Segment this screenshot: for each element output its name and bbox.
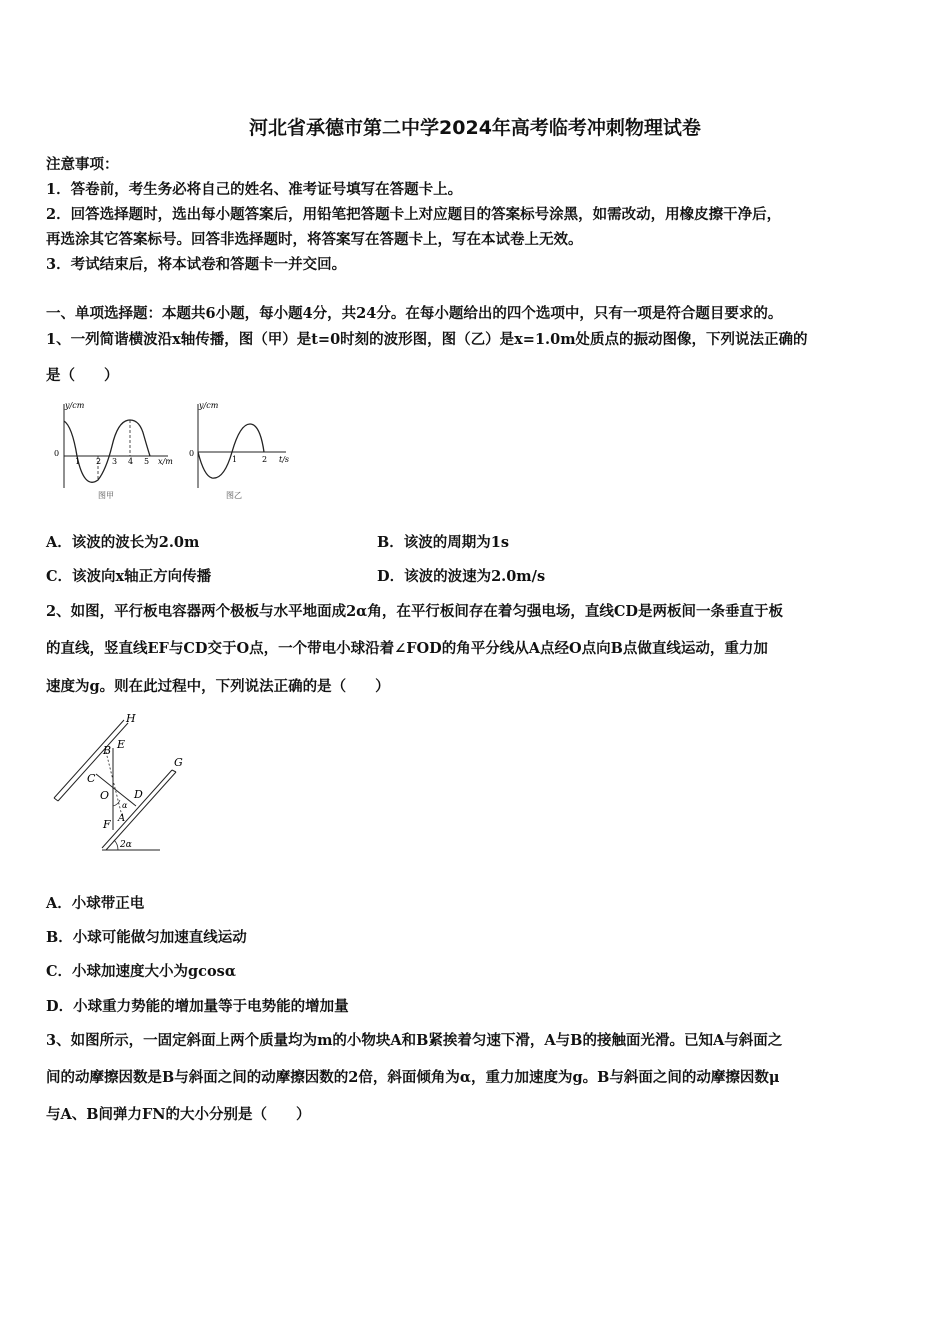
fig-b-tick-2: 2 <box>262 455 268 464</box>
notice-heading: 注意事项： <box>46 156 119 173</box>
fig-b-origin: 0 <box>189 449 195 458</box>
capacitor-plate-upper-edge-2 <box>58 723 128 801</box>
section-heading: 一、单项选择题：本题共6小题，每小题4分，共24分。在每小题给出的四个选项中，只有一项是符合题目要求的。 <box>46 305 783 322</box>
notice-line-1: 1．答卷前，考生务必将自己的姓名、准考证号填写在答题卡上。 <box>46 181 463 198</box>
capacitor-plate-lower-end <box>172 770 176 772</box>
ground-angle-arc <box>114 840 118 850</box>
q3-stem-line-1: 3、如图所示，一固定斜面上两个质量均为m的小物块A和B紧挨着匀速下滑，A与B的接触面光滑。已知A与斜面之 <box>46 1032 783 1049</box>
q2-option-d[interactable]: D．小球重力势能的增加量等于电势能的增加量 <box>46 998 349 1015</box>
label-d: D <box>134 788 143 801</box>
q1-option-d[interactable]: D．该波的波速为2.0m/s <box>377 568 546 585</box>
q1-figure-wave <box>48 396 188 504</box>
q2-option-b[interactable]: B．小球可能做匀加速直线运动 <box>46 929 247 946</box>
label-o: O <box>100 789 110 802</box>
q3-stem-line-2: 间的动摩擦因数是B与斜面之间的动摩擦因数的2倍，斜面倾角为α，重力加速度为g。B与斜面之间的动摩擦因数μ <box>46 1069 780 1086</box>
label-a: A <box>118 813 126 824</box>
fig-a-tick-3: 3 <box>112 457 118 466</box>
q1-stem-line-1: 1、一列简谐横波沿x轴传播，图（甲）是t=0时刻的波形图，图（乙）是x=1.0m处质点的振动图像，下列说法正确的 <box>46 331 808 348</box>
notice-line-3: 再选涂其它答案标号。回答非选择题时，将答案写在答题卡上，写在本试卷上无效。 <box>46 231 583 248</box>
label-g: G <box>174 756 183 769</box>
label-h: H <box>126 712 136 725</box>
q2-option-a[interactable]: A．小球带正电 <box>46 895 145 912</box>
label-f: F <box>103 818 111 831</box>
q3-stem-line-3: 与A、B间弹力FN的大小分别是（ ） <box>46 1106 311 1123</box>
notice-line-4: 3．考试结束后，将本试卷和答题卡一并交回。 <box>46 256 347 273</box>
fig-a-tick-2: 2 <box>96 457 102 466</box>
notice-line-2: 2．回答选择题时，选出每小题答案后，用铅笔把答题卡上对应题目的答案标号涂黑，如需改动，用橡皮擦干净后， <box>46 206 782 223</box>
fig-b-x-label: t/s <box>279 455 290 464</box>
fig-b-caption: 图乙 <box>226 491 242 500</box>
fig-b-y-label: y/cm <box>199 401 219 410</box>
fig-b-tick-1: 1 <box>232 455 238 464</box>
q2-figure-capacitor <box>44 708 194 856</box>
q1-option-b[interactable]: B．该波的周期为1s <box>377 534 510 551</box>
q1-option-c[interactable]: C．该波向x轴正方向传播 <box>46 568 212 585</box>
q2-stem-line-3: 速度为g。则在此过程中，下列说法正确的是（ ） <box>46 678 390 695</box>
label-b: B <box>103 744 112 757</box>
fig-a-x-label: x/m <box>158 457 173 466</box>
fig-b-curve <box>198 424 264 478</box>
q2-stem-line-2: 的直线，竖直线EF与CD交于O点，一个带电小球沿着∠FOD的角平分线从A点经O点向B点做直线运动，重力加 <box>46 640 768 657</box>
capacitor-plate-upper-end <box>54 798 58 801</box>
label-alpha: α <box>122 801 128 810</box>
capacitor-plate-lower-edge-2 <box>106 772 176 850</box>
fig-a-tick-5: 5 <box>144 457 150 466</box>
q2-stem-line-1: 2、如图，平行板电容器两个极板与水平地面成2α角，在平行板间存在着匀强电场，直线CD是两板间一条垂直于板 <box>46 603 783 620</box>
label-c: C <box>87 772 96 785</box>
fig-a-y-label: y/cm <box>65 401 85 410</box>
label-e: E <box>117 738 126 751</box>
q1-stem-line-2: 是（ ） <box>46 367 119 384</box>
fig-a-origin: 0 <box>54 449 60 458</box>
fig-a-caption: 图甲 <box>98 491 114 500</box>
fig-a-tick-4: 4 <box>128 457 134 466</box>
label-2alpha: 2α <box>120 840 132 850</box>
page-title: 河北省承德市第二中学2024年高考临考冲刺物理试卷 <box>249 117 701 139</box>
fig-a-tick-1: 1 <box>75 457 81 466</box>
q2-option-c[interactable]: C．小球加速度大小为gcosα <box>46 963 237 980</box>
q1-option-a[interactable]: A．该波的波长为2.0m <box>46 534 200 551</box>
q1-figure-vibration <box>186 396 298 504</box>
fig-a-wave-curve <box>64 420 150 482</box>
